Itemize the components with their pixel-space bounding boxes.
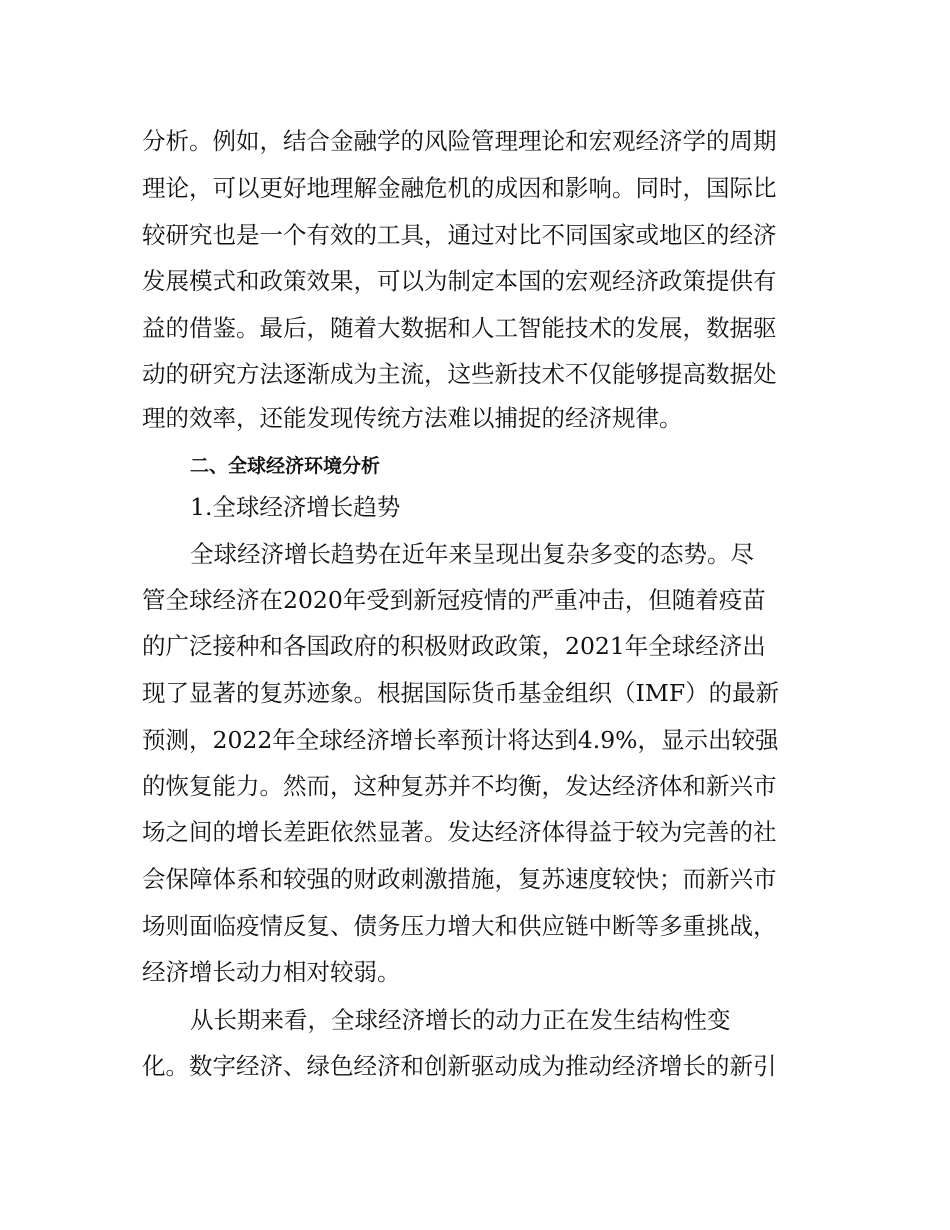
paragraph-line: 场则面临疫情反复、债务压力增大和供应链中断等多重挑战， xyxy=(142,912,777,940)
paragraph-line: 场之间的增长差距依然显著。发达经济体得益于较为完善的社 xyxy=(142,818,777,846)
paragraph-line: 管全球经济在2020年受到新冠疫情的严重冲击，但随着疫苗 xyxy=(142,586,766,614)
paragraph-line: 较研究也是一个有效的工具，通过对比不同国家或地区的经济 xyxy=(142,221,777,249)
paragraph-line: 的广泛接种和各国政府的积极财政政策，2021年全球经济出 xyxy=(142,632,766,660)
paragraph-line: 预测，2022年全球经济增长率预计将达到4.9%，显示出较强 xyxy=(142,726,779,754)
paragraph-line: 化。数字经济、绿色经济和创新驱动成为推动经济增长的新引 xyxy=(142,1052,777,1080)
paragraph-line: 理论，可以更好地理解金融危机的成因和影响。同时，国际比 xyxy=(142,174,777,202)
paragraph-line: 会保障体系和较强的财政刺激措施，复苏速度较快；而新兴市 xyxy=(142,865,777,893)
subsection-heading: 1.全球经济增长趋势 xyxy=(190,493,401,521)
paragraph-line: 从长期来看，全球经济增长的动力正在发生结构性变 xyxy=(190,1006,731,1034)
paragraph-line: 理的效率，还能发现传统方法难以捕捉的经济规律。 xyxy=(142,404,683,432)
paragraph-line: 经济增长动力相对较弱。 xyxy=(142,958,401,986)
paragraph-line: 益的借鉴。最后，随着大数据和人工智能技术的发展，数据驱 xyxy=(142,314,777,342)
paragraph-line: 全球经济增长趋势在近年来呈现出复杂多变的态势。尽 xyxy=(190,540,754,568)
paragraph-line: 的恢复能力。然而，这种复苏并不均衡，发达经济体和新兴市 xyxy=(142,772,777,800)
paragraph-line: 发展模式和政策效果，可以为制定本国的宏观经济政策提供有 xyxy=(142,267,777,295)
paragraph-line: 现了显著的复苏迹象。根据国际货币基金组织（IMF）的最新 xyxy=(142,679,780,707)
section-heading: 二、全球经济环境分析 xyxy=(190,455,381,477)
paragraph-line: 动的研究方法逐渐成为主流，这些新技术不仅能够提高数据处 xyxy=(142,360,777,388)
paragraph-line: 分析。例如，结合金融学的风险管理理论和宏观经济学的周期 xyxy=(142,127,777,155)
